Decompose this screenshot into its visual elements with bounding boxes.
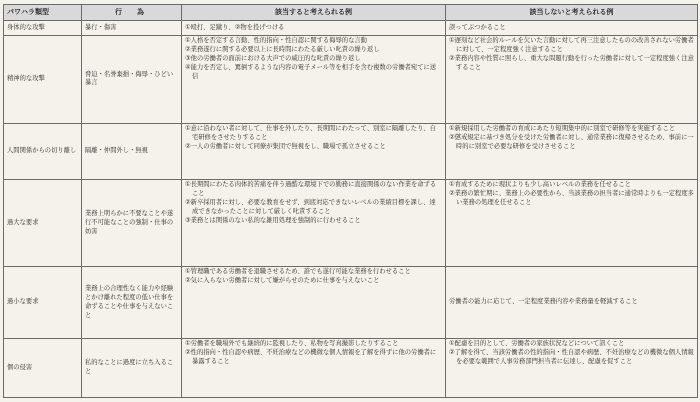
applies-cell [182,123,446,179]
action-cell: 暴行・傷害 [82,21,182,36]
applies-item: ①長期間にわたる肉体的苦痛を伴う過酷な環境下での勤務に直接関係のない作業を命ずること [185,181,437,198]
applies-item: ②気に入らない労働者に対して嫌がらせのために仕事を与えないこと [185,276,380,284]
type-cell: 過大な要求 [4,180,82,267]
type-cell: 個の侵害 [4,339,82,398]
harassment-type-table [3,4,698,398]
not-applies-cell [446,339,698,398]
header-not-applies: 該当しないと考えられる例 [446,5,698,21]
action-cell: 隔離・仲間外し・無視 [82,123,182,179]
not-applies-cell [446,36,698,124]
not-applies-item: ②懲戒規定に基づき処分を受けた労働者に対し、通常業務に復帰させるため、事前に一時的に別室で必要な研修を受けさせること [449,133,694,150]
not-applies-item: ①配慮を目的として、労働者の家族状況などについて訊くこと [449,340,625,348]
applies-cell [182,266,446,339]
action-cell: 業務上明らかに不要なことや遂行不可能なことの強制・仕事の妨害 [82,180,182,267]
not-applies-cell [446,21,698,36]
header-row [4,5,698,21]
type-cell: 精神的な攻撃 [4,36,82,124]
not-applies-item: ②業務内容や性質に照らし、重大な問題行動を行った労働者に対して一定程度強く注意すること [449,54,694,71]
type-cell: 身体的な攻撃 [4,21,82,36]
not-applies-item: ②業務の繁忙期に、業務上の必要性から、当該業務の担当者に通常時よりも一定程度多い業務の処理を任せること [449,190,694,207]
not-applies-item: 誤ってぶつかること [449,23,506,31]
applies-item: ①管理職である労働者を退職させるため、誰でも遂行可能な業務を行わせること [185,267,411,275]
not-applies-item: ①育成するために現状よりも少し高いレベルの業務を任せること [449,181,631,189]
applies-cell [182,180,446,267]
applies-item: ①人格を否定する言動、性的指向・性自認に関する侮辱的な言動 [185,37,367,45]
not-applies-cell [446,180,698,267]
table-row-privacy-invasion [4,339,698,398]
not-applies-item: ①遅刻など社会的ルールを欠いた言動に対して再三注意したものの改善されない労働者に対して、一定程度強く注意すること [449,37,694,54]
table-row-physical-attack [4,21,698,36]
not-applies-cell [446,266,698,339]
table-row-mental-attack [4,36,698,124]
not-applies-item: ②了解を得て、当該労働者の性的指向・性自認や病歴、不妊治療などの機微な個人情報を必要な範囲で人事労務部門担当者に伝達し、配慮を促すこと [449,349,694,366]
applies-item: ①殴打、足蹴り、②物を投げつける [185,23,285,31]
action-cell: 脅迫・名誉棄損・侮辱・ひどい暴言 [82,36,182,124]
not-applies-cell [446,123,698,179]
not-applies-item: ①新規採用した労働者の育成にあたり短期集中的に別室で研修等を実施すること [449,124,676,132]
applies-item: ①労働者を職場外でも継続的に監視したり、私物を写真撮影したりすること [185,340,399,348]
applies-item: ②一人の労働者に対して同僚が集団で無視をし、職場で孤立させること [185,142,386,150]
applies-cell [182,21,446,36]
header-type: パワハラ類型 [4,5,82,21]
applies-item: ②新卒採用者に対し、必要な教育をせず、到底対応できないレベルの業績目標を課し、達成できなかったことに対して厳しく叱責すること [185,199,436,216]
table-row-insufficient-demands [4,266,698,339]
table-row-excessive-demands [4,180,698,267]
applies-item: ③他の労働者の面前における大声での威圧的な叱責の繰り返し [185,54,361,62]
action-cell: 業務上の合理性なく能力や経験とかけ離れた程度の低い仕事を命ずることや仕事を与えないこと [82,266,182,339]
header-applies: 該当すると考えられる例 [182,5,446,21]
applies-item: ④能力を否定し、罵倒するような内容の電子メール等を相手を含む複数の労働者宛てに送信 [185,63,437,80]
applies-cell [182,36,446,124]
action-cell: 私的なことに過度に立ち入ること [82,339,182,398]
not-applies-item: 労働者の能力に応じて、一定程度業務内容や業務量を軽減すること [449,298,638,306]
applies-item: ②性的指向・性自認や病歴、不妊治療などの機微な個人情報を了解を得ずに他の労働者に暴露すること [185,349,437,366]
applies-cell [182,339,446,398]
table-row-isolation [4,123,698,179]
applies-item: ①意に沿わない者に対して、仕事を外したり、長期間にわたって、別室に隔離したり、自宅研修をさせたりすること [185,124,436,141]
harassment-type-table-container [3,4,697,398]
type-cell: 過小な要求 [4,266,82,339]
type-cell: 人間関係からの切り離し [4,123,82,179]
applies-item: ③業務とは関係のない私的な雑用処理を強制的に行わせること [185,216,361,224]
header-action: 行 為 [82,5,182,21]
applies-item: ②業務遂行に関する必要以上に長時間にわたる厳しい叱責の繰り返し [185,46,380,54]
